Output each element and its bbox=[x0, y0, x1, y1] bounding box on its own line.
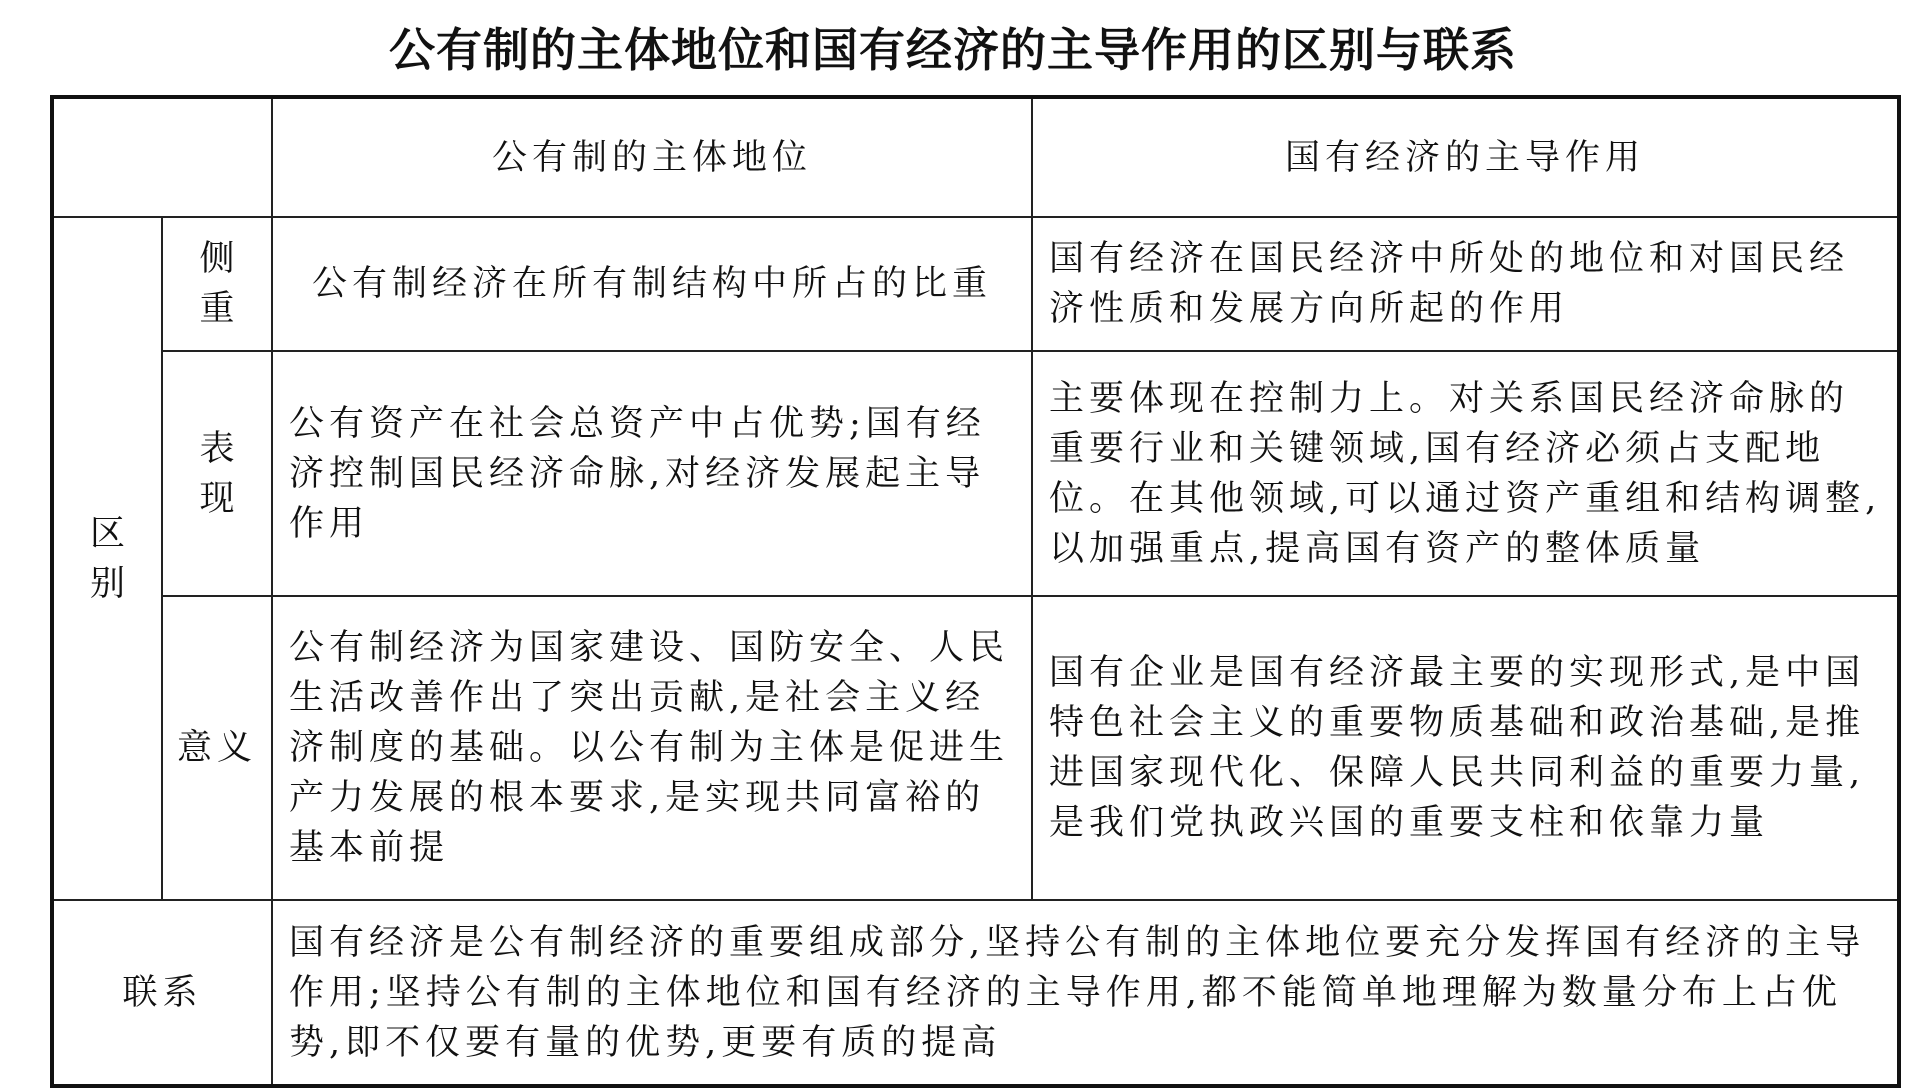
difference-label-cell bbox=[52, 217, 162, 900]
comparison-table bbox=[50, 95, 1901, 1088]
header-public-ownership: 公有制的主体地位 bbox=[272, 97, 1032, 217]
connection-text-cell: 国有经济是公有制经济的重要组成部分,坚持公有制的主体地位要充分发挥国有经济的主导作用;坚持公有制的主体地位和国有经济的主导作用,都不能简单地理解为数量分布上占优势,即不仅要有量的优势,更要有质的提高 bbox=[272, 900, 1899, 1086]
row-connection bbox=[52, 900, 1899, 1086]
header-corner-cell bbox=[52, 97, 272, 217]
row-label-focus: 侧重 bbox=[199, 239, 240, 329]
significance-state-cell: 国有企业是国有经济最主要的实现形式,是中国特色社会主义的重要物质基础和政治基础,是推进国家现代化、保障人民共同利益的重要力量,是我们党执政兴国的重要支柱和依靠力量 bbox=[1032, 596, 1899, 900]
row-label-cell-focus bbox=[162, 217, 272, 351]
focus-public-cell: 公有制经济在所有制结构中所占的比重 bbox=[272, 217, 1032, 351]
row-label-manifestation: 表现 bbox=[199, 428, 240, 519]
manifestation-public-cell: 公有资产在社会总资产中占优势;国有经济控制国民经济命脉,对经济发展起主导作用 bbox=[272, 351, 1032, 596]
row-focus bbox=[52, 217, 1899, 351]
header-row bbox=[52, 97, 1899, 217]
row-label-cell-manifestation bbox=[162, 351, 272, 596]
focus-state-cell: 国有经济在国民经济中所处的地位和对国民经济性质和发展方向所起的作用 bbox=[1032, 217, 1899, 351]
row-label-significance: 意义 bbox=[162, 596, 272, 900]
significance-public-cell: 公有制经济为国家建设、国防安全、人民生活改善作出了突出贡献,是社会主义经济制度的基础。以公有制为主体是促进生产力发展的根本要求,是实现共同富裕的基本前提 bbox=[272, 596, 1032, 900]
row-significance bbox=[52, 596, 1899, 900]
row-manifestation bbox=[52, 351, 1899, 596]
connection-label: 联系 bbox=[52, 900, 272, 1086]
header-state-economy: 国有经济的主导作用 bbox=[1032, 97, 1899, 217]
manifestation-state-cell: 主要体现在控制力上。对关系国民经济命脉的重要行业和关键领域,国有经济必须占支配地位。在其他领域,可以通过资产重组和结构调整,以加强重点,提高国有资产的整体质量 bbox=[1032, 351, 1899, 596]
page-title: 公有制的主体地位和国有经济的主导作用的区别与联系 bbox=[389, 23, 1517, 77]
difference-label: 区别 bbox=[90, 513, 131, 604]
